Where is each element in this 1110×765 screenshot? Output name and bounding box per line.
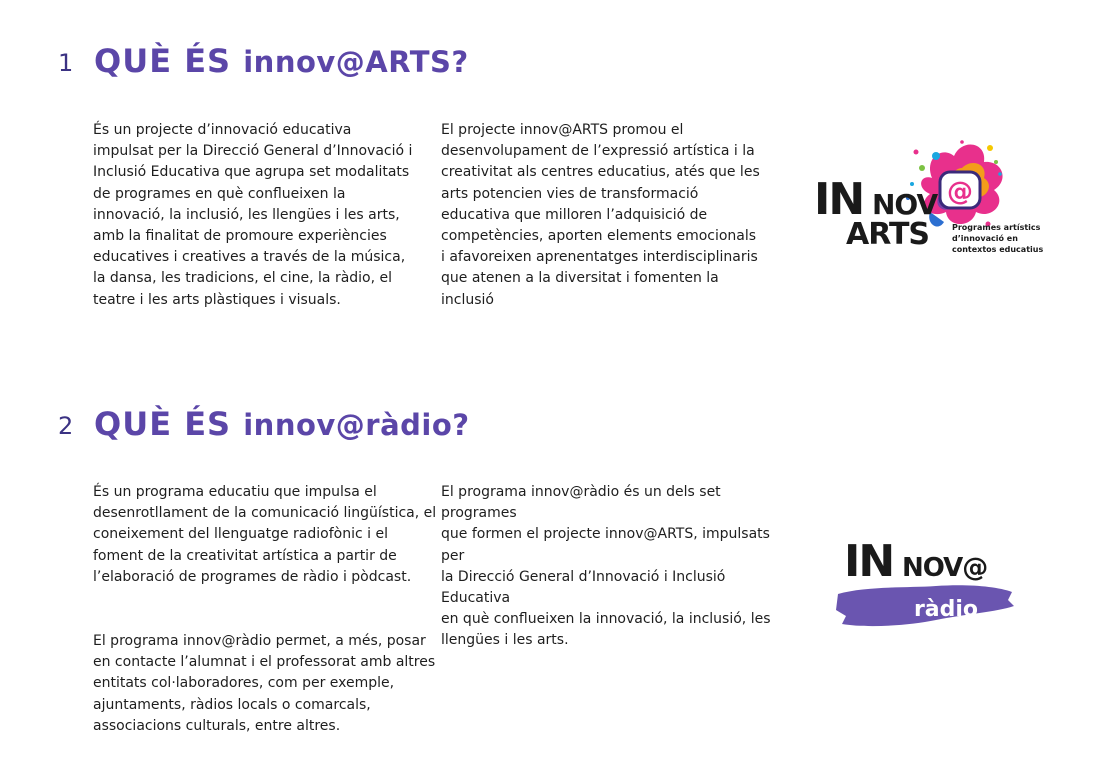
innovarts-logo-arts: ARTS <box>846 217 930 252</box>
innovradio-logo-graphic <box>836 528 1016 632</box>
innovarts-logo-at: @ <box>947 177 973 207</box>
section-1-number: 1 <box>58 49 74 77</box>
section-2-left-paragraph-2: El programa innov@ràdio permet, a més, posar en contacte l’alumnat i el professorat amb altres entitats col·laboradores, com per exemple, ajuntaments, ràdios locals o comarcals, associacions culturals, entre altres. <box>93 633 436 734</box>
innovarts-logo-in: IN <box>814 174 864 225</box>
section-1-left-paragraph: És un projecte d’innovació educativa impulsat per la Direcció General d’Innovació i Inclusió Educativa que agrupa set modalitats de programes en què conflueixen la innovació, la inclusió, les llengües i les arts, amb la finalitat de promoure experiències educatives i creatives a través de la música, la dansa, les tradicions, el cine, la ràdio, el teatre i les arts plàstiques i visuals. <box>93 122 413 308</box>
section-1-title <box>94 42 469 80</box>
section-2-title-rest: innov@ràdio? <box>243 408 470 442</box>
section-2-number: 2 <box>58 412 74 440</box>
innovradio-logo-in: IN <box>844 536 894 587</box>
innovarts-logo <box>812 128 1052 268</box>
innovarts-tagline: Programes artístics d’innovació en contextos educatius <box>952 223 1044 254</box>
section-2-left-paragraph: És un programa educatiu que impulsa el desenrotllament de la comunicació lingüística, el coneixement del llenguatge radiofònic i el foment de la creativitat artística a partir de l’elaboració de programes de ràdio i pòdcast. <box>93 484 437 585</box>
innovradio-logo-nov: NOV@ <box>902 553 988 583</box>
innovarts-logo-nov: NOV <box>872 188 938 221</box>
innovradio-logo <box>836 528 1016 632</box>
innovradio-banner-label: ràdio <box>913 597 979 622</box>
section-1-title-caps: QUÈ ÉS <box>94 42 244 80</box>
section-1-right-paragraph: El projecte innov@ARTS promou el desenvolupament de l’expressió artística i la creativitat als centres educatius, atés que les arts potencien vies de transformació educativa que milloren l’adquisició de competències, aporten elements emocionals i afavoreixen aprenentatges interdisciplinaris que atenen a la diversitat i fomenten la inclusió <box>441 122 760 308</box>
section-2-title <box>94 405 470 443</box>
section-2-title-caps: QUÈ ÉS <box>94 405 244 443</box>
section-1-title-rest: innov@ARTS? <box>243 45 469 79</box>
section-2-right-paragraph: El programa innov@ràdio és un dels set programes que formen el projecte innov@ARTS, impulsats per la Direcció General d’Innovació i Inclusió Educativa en què conflueixen la innovació, la inclusió, les llengües i les arts. <box>441 484 771 649</box>
